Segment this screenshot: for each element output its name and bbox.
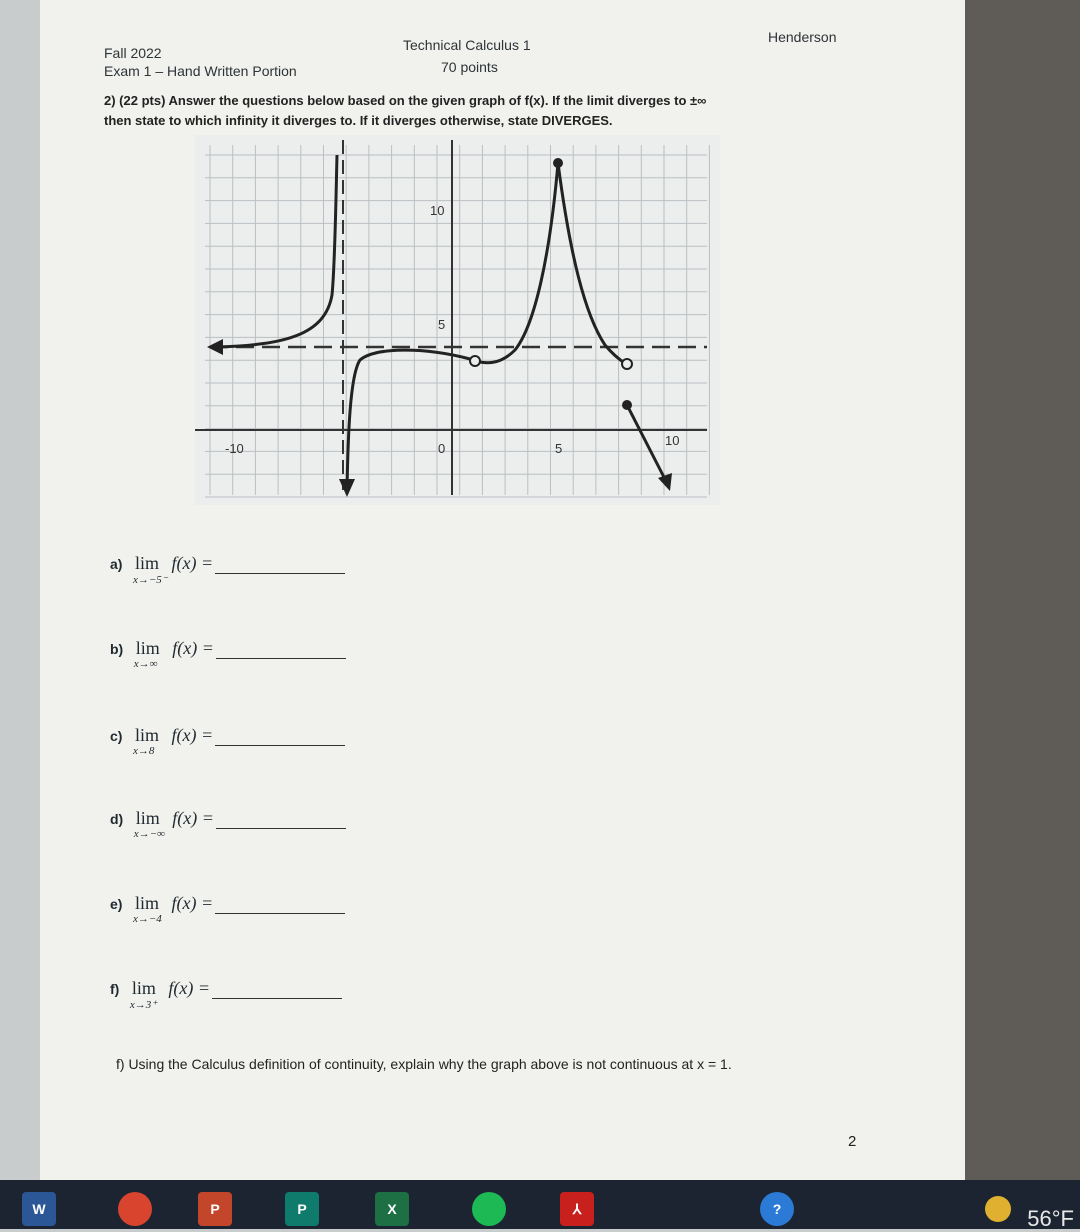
open-point-x8 — [622, 359, 632, 369]
limit-f-expr: f(x) = — [168, 978, 210, 998]
limit-b — [110, 638, 346, 670]
y-tick-10: 10 — [430, 203, 445, 218]
chrome-icon[interactable] — [118, 1192, 152, 1226]
points-label: 70 points — [441, 59, 498, 75]
function-graph — [195, 135, 720, 505]
limit-a-lim: lim — [134, 553, 159, 573]
limit-c-lim: lim — [134, 725, 159, 745]
limit-c — [110, 725, 345, 757]
limit-a-expr: f(x) = — [171, 553, 214, 573]
limit-c-label: c) — [110, 728, 123, 744]
limit-f-sub: x→3⁺ — [129, 999, 158, 1011]
limit-c-sub: x→8 — [132, 745, 155, 757]
limit-a-sub: x→−5⁻ — [132, 574, 168, 586]
desk-background — [965, 0, 1080, 1180]
x-tick-0: 0 — [438, 441, 446, 456]
limit-e — [110, 893, 345, 925]
acrobat-icon[interactable]: ⅄ — [560, 1192, 594, 1226]
limit-b-answer-blank[interactable] — [216, 640, 346, 659]
x-tick-10: 10 — [665, 433, 680, 448]
limit-d — [110, 808, 346, 840]
limit-d-label: d) — [110, 811, 124, 827]
word-icon[interactable]: W — [22, 1192, 56, 1226]
limit-a — [110, 553, 345, 586]
limit-d-sub: x→−∞ — [133, 828, 165, 840]
x-tick-5: 5 — [555, 441, 563, 456]
limit-d-expr: f(x) = — [172, 808, 214, 828]
instructor-name: Henderson — [768, 29, 837, 45]
continuity-question: f) Using the Calculus definition of continuity, explain why the graph above is not continuous at x = 1. — [116, 1056, 732, 1072]
limit-f-lim: lim — [131, 978, 156, 998]
page-number: 2 — [848, 1133, 857, 1150]
limit-d-answer-blank[interactable] — [216, 810, 346, 829]
windows-taskbar — [0, 1180, 1080, 1229]
peak-filled-point — [553, 158, 563, 168]
filled-point-x8 — [622, 400, 632, 410]
limit-a-label: a) — [110, 556, 123, 572]
powerpoint-icon[interactable]: P — [198, 1192, 232, 1226]
limit-f — [110, 978, 342, 1011]
limit-b-expr: f(x) = — [172, 638, 214, 658]
limit-f-label: f) — [110, 981, 120, 997]
limit-e-sub: x→−4 — [132, 913, 162, 925]
limit-e-label: e) — [110, 896, 123, 912]
limit-b-lim: lim — [135, 638, 160, 658]
limit-b-sub: x→∞ — [133, 658, 158, 670]
limit-c-answer-blank[interactable] — [215, 727, 345, 746]
limit-d-lim: lim — [135, 808, 160, 828]
limit-e-expr: f(x) = — [171, 893, 214, 913]
spotify-icon[interactable] — [472, 1192, 506, 1226]
question-line-1: 2) (22 pts) Answer the questions below based on the given graph of f(x). If the limit diverges to ±∞ — [104, 93, 707, 108]
course-title: Technical Calculus 1 — [403, 37, 531, 53]
limit-b-label: b) — [110, 641, 124, 657]
question-line-2: then state to which infinity it diverges to. If it diverges otherwise, state DIVERGES. — [104, 113, 613, 128]
temperature-readout[interactable]: 56°F — [1027, 1206, 1074, 1231]
limit-e-lim: lim — [134, 893, 159, 913]
help-icon[interactable]: ? — [760, 1192, 794, 1226]
limit-f-answer-blank[interactable] — [212, 980, 342, 999]
open-point-x2 — [470, 356, 480, 366]
x-tick-neg10: -10 — [225, 441, 244, 456]
term-label: Fall 2022 — [104, 45, 162, 61]
limit-a-answer-blank[interactable] — [215, 555, 345, 574]
limit-c-expr: f(x) = — [171, 725, 214, 745]
publisher-icon[interactable]: P — [285, 1192, 319, 1226]
limit-e-answer-blank[interactable] — [215, 895, 345, 914]
y-tick-5: 5 — [438, 317, 446, 332]
exam-label: Exam 1 – Hand Written Portion — [104, 63, 297, 79]
excel-icon[interactable]: X — [375, 1192, 409, 1226]
weather-moon-icon[interactable] — [985, 1196, 1011, 1222]
